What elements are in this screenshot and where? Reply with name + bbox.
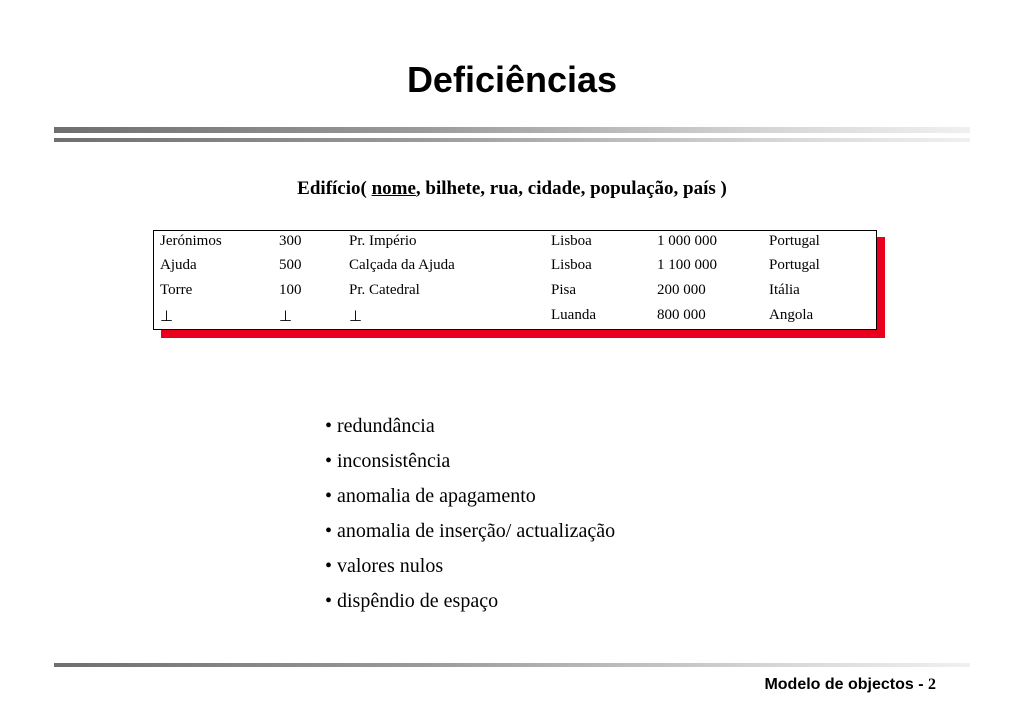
relation-schema — [0, 178, 1024, 200]
list-item: • inconsistência — [325, 450, 451, 472]
cell-cidade: Pisa — [551, 282, 577, 298]
cell-rua: Calçada da Ajuda — [349, 257, 455, 273]
cell-populacao: 1 100 000 — [657, 257, 717, 273]
schema-key-attribute: nome — [371, 178, 416, 199]
cell-pais: Portugal — [769, 257, 820, 273]
schema-suffix: , bilhete, rua, cidade, população, país ) — [415, 178, 727, 199]
page-title: Deficiências — [406, 59, 618, 100]
cell-nome: Jerónimos — [160, 233, 222, 249]
footer-label: Modelo de objectos - — [764, 676, 928, 693]
top-rule-thin — [54, 138, 970, 142]
deficiency-list — [325, 413, 615, 623]
table-row — [154, 307, 876, 331]
cell-nome: Torre — [160, 282, 193, 298]
table-row — [154, 233, 876, 257]
bottom-rule — [54, 663, 970, 667]
cell-rua-null: ⊥ — [349, 309, 363, 325]
list-item: • dispêndio de espaço — [325, 590, 499, 612]
list-item: • anomalia de inserção/ actualização — [325, 520, 616, 542]
data-table — [153, 230, 877, 330]
cell-populacao: 200 000 — [657, 282, 706, 298]
cell-bilhete: 300 — [279, 233, 302, 249]
cell-bilhete: 500 — [279, 257, 302, 273]
list-item: • redundância — [325, 415, 435, 437]
slide-footer — [764, 676, 936, 694]
cell-populacao: 1 000 000 — [657, 233, 717, 249]
cell-bilhete-null: ⊥ — [279, 309, 293, 325]
cell-bilhete: 100 — [279, 282, 302, 298]
cell-cidade: Lisboa — [551, 257, 592, 273]
cell-nome-null: ⊥ — [160, 309, 174, 325]
list-item: • valores nulos — [325, 555, 444, 577]
cell-rua: Pr. Império — [349, 233, 417, 249]
cell-cidade: Lisboa — [551, 233, 592, 249]
top-rule-thick — [54, 127, 970, 133]
cell-cidade: Luanda — [551, 307, 596, 323]
cell-populacao: 800 000 — [657, 307, 706, 323]
page-number: 2 — [928, 676, 936, 693]
cell-nome: Ajuda — [160, 257, 197, 273]
list-item: • anomalia de apagamento — [325, 485, 536, 507]
schema-prefix: Edifício( — [297, 178, 372, 199]
cell-rua: Pr. Catedral — [349, 282, 420, 298]
cell-pais: Itália — [769, 282, 800, 298]
table-row — [154, 282, 876, 306]
cell-pais: Angola — [769, 307, 814, 323]
cell-pais: Portugal — [769, 233, 820, 249]
table-row — [154, 257, 876, 281]
